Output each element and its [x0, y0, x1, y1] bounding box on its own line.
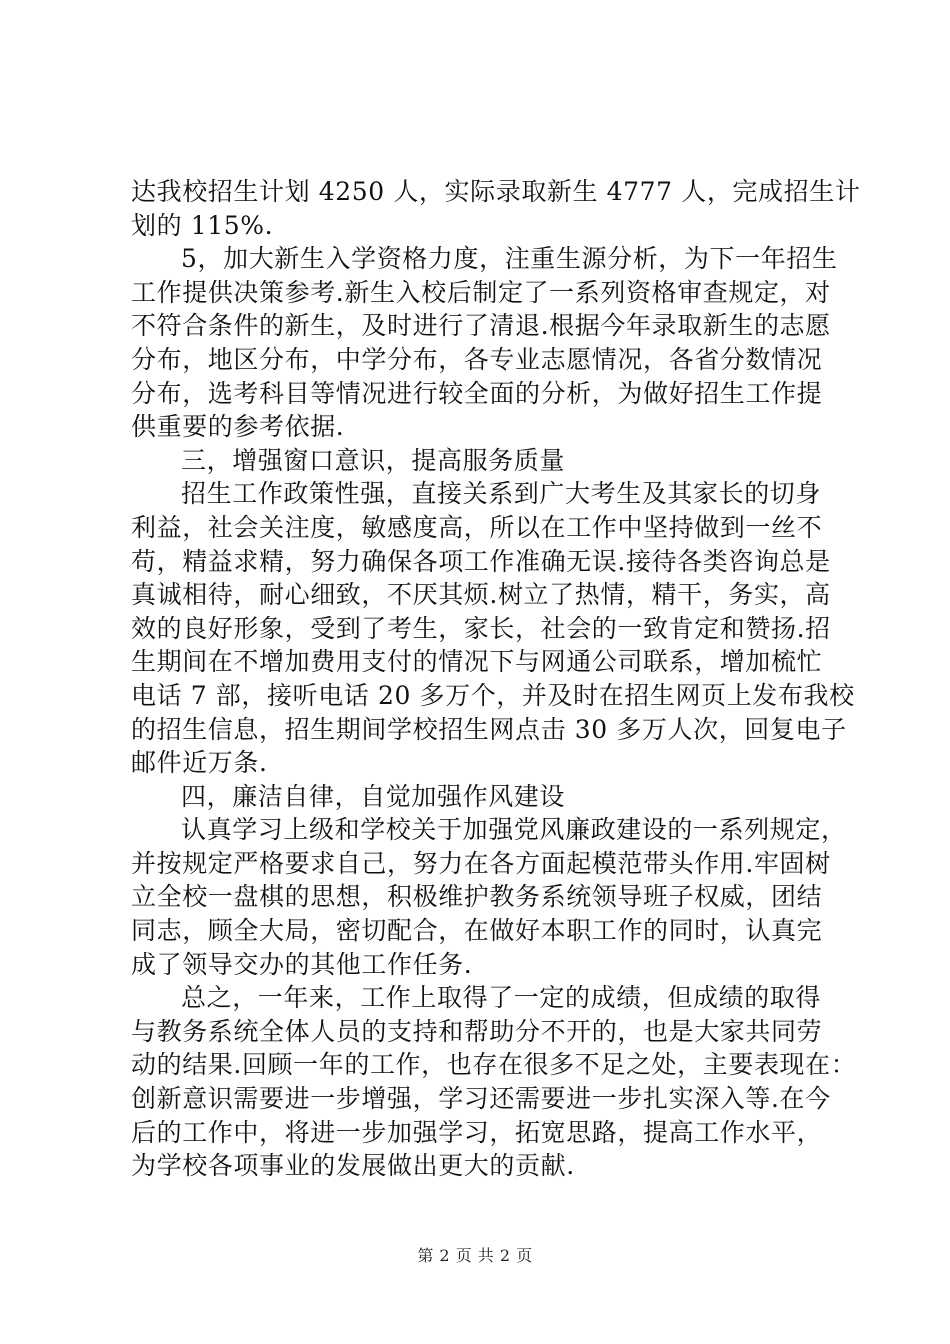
paragraph-start-line: 认真学习上级和学校关于加强党风廉政建设的一系列规定，	[181, 815, 847, 845]
section-heading: 三，增强窗口意识，提高服务质量	[181, 445, 566, 475]
body-text	[131, 175, 861, 1183]
text-line: 为学校各项事业的发展做出更大的贡献.	[131, 1151, 575, 1181]
text-line: 苟，精益求精，努力确保各项工作准确无误.接待各类咨询总是	[131, 546, 831, 576]
text-line: 电话 7 部，接听电话 20 多万个，并及时在招生网页上发布我校	[131, 680, 855, 710]
text-line: 不符合条件的新生，及时进行了清退.根据今年录取新生的志愿	[131, 311, 831, 341]
text-line: 利益，社会关注度，敏感度高，所以在工作中坚持做到一丝不	[131, 512, 823, 542]
text-line: 供重要的参考依据.	[131, 412, 345, 442]
text-line: 效的良好形象，受到了考生，家长，社会的一致肯定和赞扬.招	[131, 613, 831, 643]
text-line: 生期间在不增加费用支付的情况下与网通公司联系，增加梳忙	[131, 647, 823, 677]
text-line: 分布，地区分布，中学分布，各专业志愿情况，各省分数情况	[131, 344, 823, 374]
paragraph-start-line: 5，加大新生入学资格力度，注重生源分析，为下一年招生	[181, 244, 838, 274]
text-line: 后的工作中，将进一步加强学习，拓宽思路，提高工作水平，	[131, 1117, 823, 1147]
text-line: 分布，选考科目等情况进行较全面的分析，为做好招生工作提	[131, 378, 823, 408]
text-line: 工作提供决策参考.新生入校后制定了一系列资格审查规定，对	[131, 277, 831, 307]
text-line: 邮件近万条.	[131, 748, 268, 778]
text-line: 同志，顾全大局，密切配合，在做好本职工作的同时，认真完	[131, 916, 823, 946]
page-footer: 第 2 页 共 2 页	[417, 1246, 533, 1265]
section-heading: 四，廉洁自律，自觉加强作风建设	[181, 781, 566, 811]
text-line: 的招生信息，招生期间学校招生网点击 30 多万人次，回复电子	[131, 714, 847, 744]
text-line: 并按规定严格要求自己，努力在各方面起模范带头作用.牢固树	[131, 848, 831, 878]
text-line: 与教务系统全体人员的支持和帮助分不开的，也是大家共同劳	[131, 1016, 823, 1046]
paragraph-start-line: 招生工作政策性强，直接关系到广大考生及其家长的切身	[181, 479, 822, 509]
text-line: 达我校招生计划 4250 人，实际录取新生 4777 人，完成招生计	[131, 177, 861, 206]
text-line: 立全校一盘棋的思想，积极维护教务系统领导班子权威，团结	[131, 882, 823, 912]
paragraph-start-line: 总之，一年来，工作上取得了一定的成绩，但成绩的取得	[181, 983, 822, 1013]
text-line: 成了领导交办的其他工作任务.	[131, 949, 473, 979]
text-line: 创新意识需要进一步增强，学习还需要进一步扎实深入等.在今	[131, 1084, 831, 1114]
text-line: 划的 115%.	[131, 210, 274, 240]
text-line: 动的结果.回顾一年的工作，也存在很多不足之处，主要表现在：	[131, 1050, 857, 1080]
text-line: 真诚相待，耐心细致，不厌其烦.树立了热情，精干，务实，高	[131, 580, 831, 610]
